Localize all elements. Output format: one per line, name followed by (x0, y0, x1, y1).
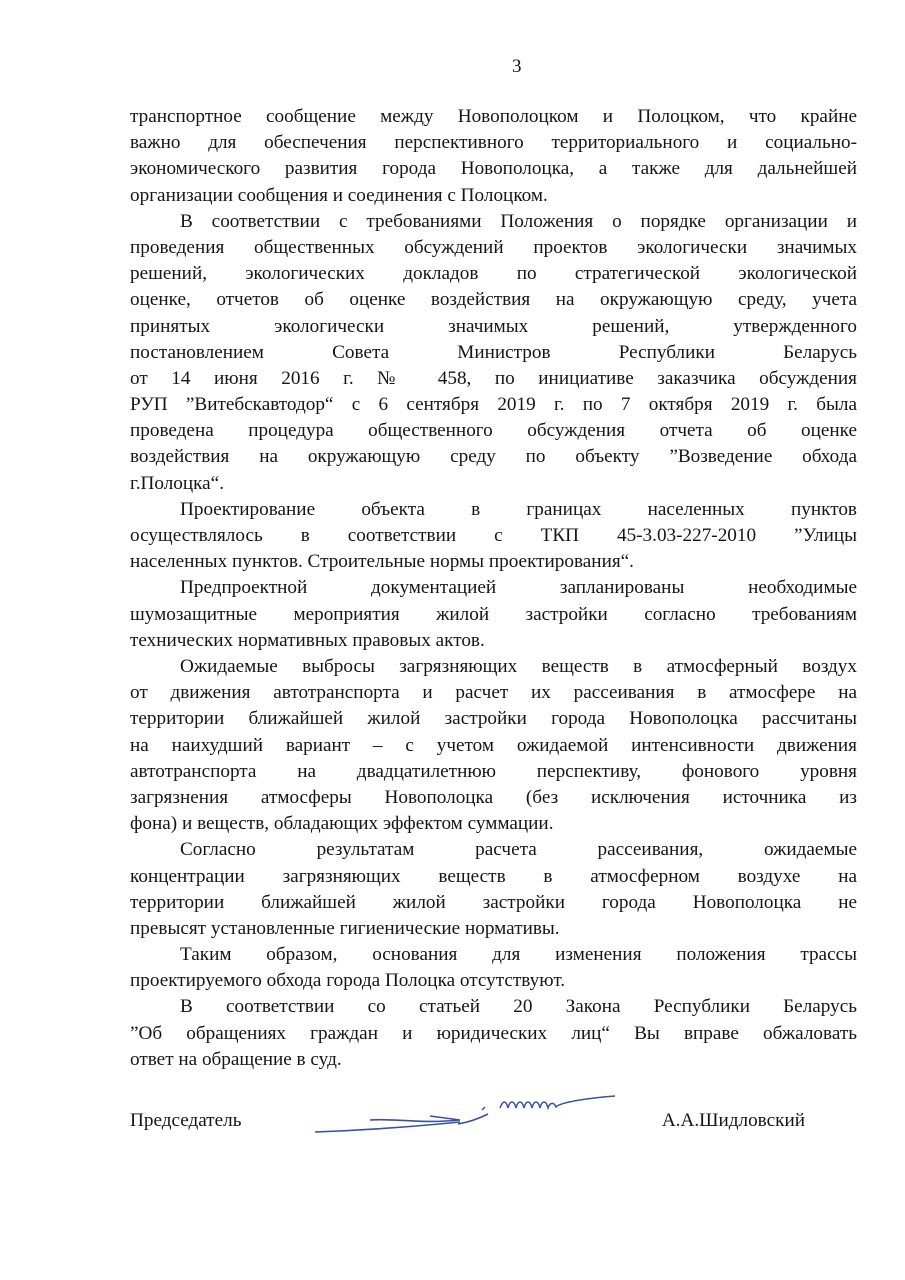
text-line: Проектирование объекта в границах населенных пунктов (180, 498, 857, 520)
text-line: ответ на обращение в суд. (130, 1048, 342, 1070)
paragraph (130, 654, 857, 837)
text-line: В соответствии с требованиями Положения о порядке организации и (180, 210, 857, 232)
text-line: важно для обеспечения перспективного территориального и социально- (130, 132, 857, 154)
text-line: постановлением Совета Министров Республики Беларусь (130, 341, 857, 363)
text-line: технических нормативных правовых актов. (130, 629, 485, 651)
paragraph (130, 104, 857, 209)
paragraph (130, 942, 857, 994)
text-line: Согласно результатам расчета рассеивания, ожидаемые (180, 839, 857, 861)
handwritten-signature (310, 1080, 620, 1140)
text-line: концентрации загрязняющих веществ в атмосферном воздухе на (130, 865, 857, 887)
text-line: принятых экологически значимых решений, утвержденного (130, 315, 857, 337)
text-line: территории ближайшей жилой застройки города Новополоцка не (130, 891, 857, 913)
text-line: превысят установленные гигиенические нормативы. (130, 917, 560, 939)
paragraph (130, 575, 857, 654)
text-line: Ожидаемые выбросы загрязняющих веществ в атмосферный воздух (180, 656, 857, 677)
text-line: проведения общественных обсуждений проектов экологически значимых (130, 236, 857, 258)
text-line: Таким образом, основания для изменения положения трассы (180, 944, 857, 966)
text-line: проектируемого обхода города Полоцка отсутствуют. (130, 970, 566, 992)
paragraph (130, 837, 857, 942)
text-line: от 14 июня 2016 г. № 458, по инициативе заказчика обсуждения (130, 367, 857, 389)
paragraph (130, 994, 857, 1073)
signatory-name: А.А.Шидловский (661, 1110, 805, 1131)
text-line: оценке, отчетов об оценке воздействия на окружающую среду, учета (130, 289, 857, 311)
text-line: на наихудший вариант – с учетом ожидаемой интенсивности движения (130, 734, 857, 756)
text-line: транспортное сообщение между Новополоцком и Полоцком, что крайне (130, 106, 857, 127)
text-line: решений, экологических докладов по стратегической экологической (130, 263, 857, 285)
text-line: шумозащитные мероприятия жилой застройки согласно требованиям (130, 603, 857, 625)
paragraph (130, 497, 857, 576)
text-line: воздействия на окружающую среду по объекту ”Возведение обхода (130, 446, 857, 468)
letter-body (130, 104, 857, 1073)
text-line: фона) и веществ, обладающих эффектом суммации. (130, 813, 554, 835)
text-line: ”Об обращениях граждан и юридических лиц“ Вы вправе обжаловать (130, 1022, 857, 1044)
page-number: 3 (512, 56, 522, 77)
paragraph (130, 209, 857, 497)
text-line: В соответствии со статьей 20 Закона Республики Беларусь (180, 996, 857, 1018)
text-line: экономического развития города Новополоцка, а также для дальнейшей (130, 158, 857, 180)
text-line: осуществлялось в соответствии с ТКП 45-3.03-227-2010 ”Улицы (130, 525, 857, 547)
text-line: РУП ”Витебскавтодор“ с 6 сентября 2019 г. по 7 октября 2019 г. была (130, 394, 857, 416)
text-line: Предпроектной документацией запланированы необходимые (180, 577, 857, 599)
text-line: проведена процедура общественного обсуждения отчета об оценке (130, 420, 857, 442)
text-line: автотранспорта на двадцатилетнюю перспективу, фонового уровня (130, 760, 857, 782)
text-line: от движения автотранспорта и расчет их рассеивания в атмосфере на (130, 682, 857, 704)
text-line: организации сообщения и соединения с Полоцком. (130, 184, 548, 206)
text-line: населенных пунктов. Строительные нормы проектирования“. (130, 551, 634, 573)
text-line: загрязнения атмосферы Новополоцка (без исключения источника из (130, 786, 857, 808)
text-line: территории ближайшей жилой застройки города Новополоцка рассчитаны (130, 708, 857, 730)
signatory-title: Председатель (130, 1110, 242, 1131)
text-line: г.Полоцка“. (130, 472, 224, 494)
